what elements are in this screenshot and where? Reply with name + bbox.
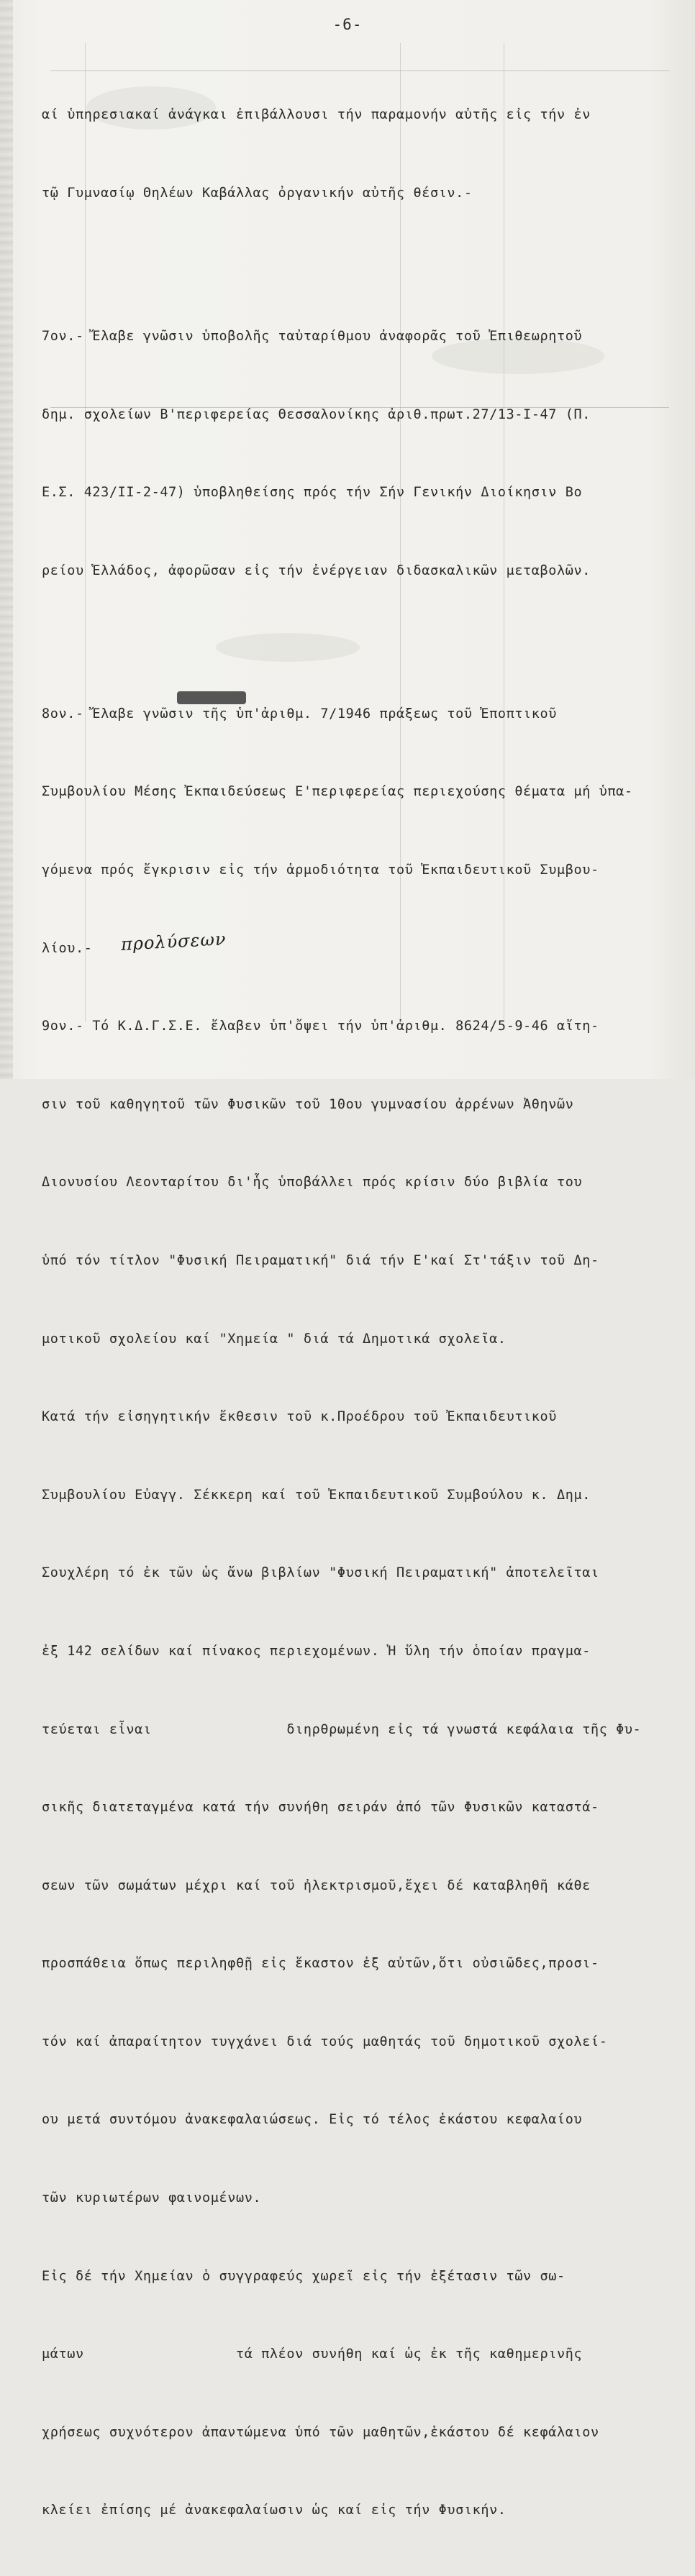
text-line: Διονυσίου Λεονταρίτου δι'ἧς ὑποβάλλει πρός κρίσιν δύο βιβλία του xyxy=(42,1175,583,1191)
page-number: -6- xyxy=(332,16,363,33)
text-line: 9ον.- Τό Κ.Δ.Γ.Σ.Ε. ἔλαβεν ὑπ'ὄψει τήν ὑπ'ἀριθμ. 8624/5-9-46 αἴτη- xyxy=(42,1019,599,1034)
text-line: κλείει ἐπίσης μέ ἀνακεφαλαίωσιν ὡς καί εἰς τήν Φυσικήν. xyxy=(42,2503,507,2518)
text-line: Εἰς δέ τήν Χημείαν ὁ συγγραφεύς χωρεῖ εἰς τήν ἐξέτασιν τῶν σω- xyxy=(42,2268,565,2284)
blank-line xyxy=(42,259,662,272)
text-line: σικῆς διατεταγμένα κατά τήν συνήθη σειράν ἀπό τῶν Φυσικῶν καταστά- xyxy=(42,1800,599,1816)
text-line: αί ὑπηρεσιακαί ἀνάγκαι ἐπιβάλλουσι τήν παραμονήν αὐτῆς εἰς τήν ἐν xyxy=(42,107,591,123)
text-line: τεύεται εἶναι διηρθρωμένη εἰς τά γνωστά κεφάλαια τῆς Φυ- xyxy=(42,1721,642,1737)
text-line: γόμενα πρός ἔγκρισιν εἰς τήν ἁρμοδιότητα τοῦ Ἐκπαιδευτικοῦ Συμβου- xyxy=(42,862,599,878)
text-line: ρείου Ἑλλάδος, ἀφορῶσαν εἰς τήν ἐνέργειαν διδασκαλικῶν μεταβολῶν. xyxy=(42,563,591,578)
text-line: Συμβουλίου Εὐαγγ. Σέκκερη καί τοῦ Ἐκπαιδευτικοῦ Συμβούλου κ. Δημ. xyxy=(42,1487,591,1503)
text-line: Συμβουλίου Μέσης Ἐκπαιδεύσεως Ε'περιφερείας περιεχούσης θέματα μή ὑπα- xyxy=(42,784,633,800)
text-line: λίου.- xyxy=(42,940,93,956)
text-line: Ε.Σ. 423/II-2-47) ὑποβληθείσης πρός τήν Σήν Γενικήν Διοίκησιν Βο xyxy=(42,485,583,501)
text-line: σεων τῶν σωμάτων μέχρι καί τοῦ ἠλεκτρισμοῦ,ἔχει δέ καταβληθῆ κάθε xyxy=(42,1878,591,1893)
text-line: τῷ Γυμνασίῳ Θηλέων Καβάλλας ὀργανικήν αὐτῆς θέσιν.- xyxy=(42,186,473,201)
text-line: τόν καί ἀπαραίτητον τυγχάνει διά τούς μαθητάς τοῦ δημοτικοῦ σχολεί- xyxy=(42,2034,608,2049)
handwritten-insertion: προλύσεων xyxy=(120,929,227,955)
text-line: μοτικοῦ σχολείου καί "Χημεία " διά τά Δημοτικά σχολεῖα. xyxy=(42,1331,507,1347)
torn-margin xyxy=(0,0,13,1079)
text-line: Κατά τήν εἰσηγητικήν ἔκθεσιν τοῦ κ.Προέδρου τοῦ Ἐκπαιδευτικοῦ xyxy=(42,1409,558,1425)
text-line: ὑπό τόν τίτλον "Φυσική Πειραματική" διά τήν Ε'καί Στ'τάξιν τοῦ Δη- xyxy=(42,1252,599,1268)
text-line: Σουχλέρη τό ἐκ τῶν ὡς ἄνω βιβλίων "Φυσική Πειραματική" ἀποτελεῖται xyxy=(42,1565,599,1581)
blank-line xyxy=(42,636,662,649)
text-line: μάτων τά πλέον συνήθη καί ὡς ἐκ τῆς καθημερινῆς xyxy=(42,2347,583,2362)
body-text xyxy=(42,50,662,2576)
text-line: χρήσεως συχνότερον ἀπαντώμενα ὑπό τῶν μαθητῶν,ἑκάστου δέ κεφάλαιον xyxy=(42,2424,599,2440)
text-line: 7ον.- Ἔλαβε γνῶσιν ὑποβολῆς ταὐταρίθμου ἀναφορᾶς τοῦ Ἐπιθεωρητοῦ xyxy=(42,329,583,344)
text-line: ου μετά συντόμου ἀνακεφαλαιώσεως. Εἰς τό τέλος ἑκάστου κεφαλαίου xyxy=(42,2112,583,2128)
text-line: τῶν κυριωτέρων φαινομένων. xyxy=(42,2190,262,2206)
text-line: προσπάθεια ὅπως περιληφθῇ εἰς ἕκαστον ἐξ αὐτῶν,ὅτι οὐσιῶδες,προσι- xyxy=(42,1956,599,1972)
text-line: 8ον.- Ἔλαβε γνῶσιν τῆς ὑπ'ἀριθμ. 7/1946 πράξεως τοῦ Ἐποπτικοῦ xyxy=(42,706,558,722)
ink-blot xyxy=(177,691,246,704)
text-line: ἐξ 142 σελίδων καί πίνακος περιεχομένων. Ἡ ὕλη τήν ὁποίαν πραγμα- xyxy=(42,1643,591,1659)
text-line: σιν τοῦ καθηγητοῦ τῶν Φυσικῶν τοῦ 10ου γυμνασίου ἀρρένων Ἀθηνῶν xyxy=(42,1096,574,1112)
text-line: δημ. σχολείων Β'περιφερείας Θεσσαλονίκης ἀριθ.πρωτ.27/13-I-47 (Π. xyxy=(42,406,591,422)
